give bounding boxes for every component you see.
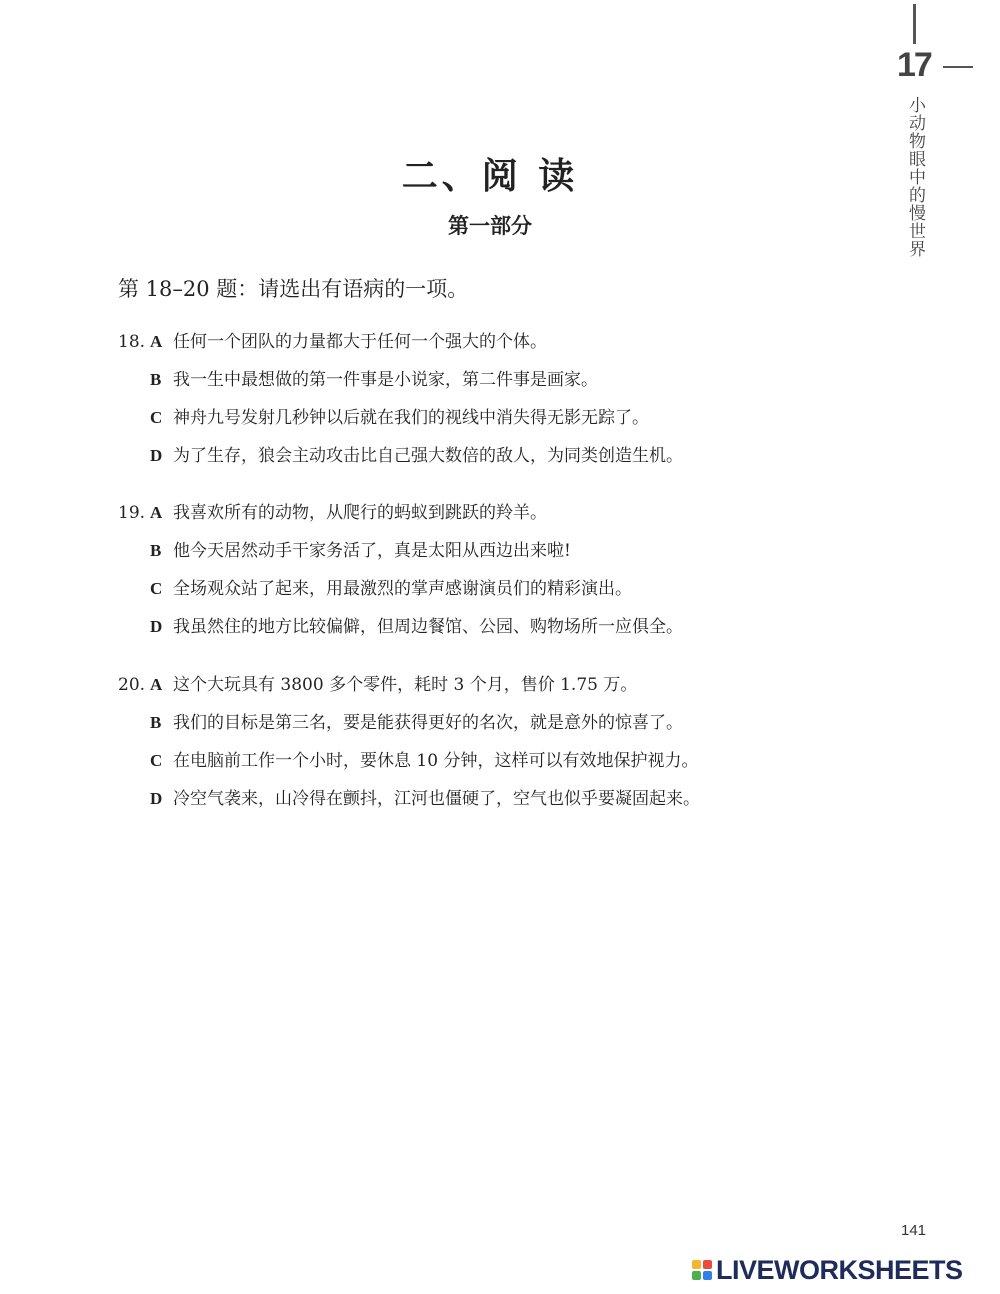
logo-tile (703, 1260, 712, 1269)
option-text: 任何一个团队的力量都大于任何一个强大的个体。 (173, 332, 547, 352)
option-text: 全场观众站了起来，用最激烈的掌声感谢演员们的精彩演出。 (173, 579, 632, 599)
instructions: 第 18–20 题：请选出有语病的一项。 (118, 277, 469, 301)
option-letter: C (150, 579, 163, 598)
option-text: 我们的目标是第三名，要是能获得更好的名次，就是意外的惊喜了。 (173, 713, 683, 733)
option-letter: C (150, 408, 163, 427)
option-letter: D (150, 617, 163, 636)
section-title: 二、阅 读 (401, 155, 579, 197)
question-number: 18. (118, 332, 146, 352)
question-number: 19. (118, 503, 146, 523)
option-letter: C (150, 751, 163, 770)
chapter-divider-line (913, 4, 916, 44)
chapter-number: 17 (897, 46, 931, 84)
option-text: 他今天居然动手干家务活了，真是太阳从西边出来啦! (173, 541, 571, 561)
option-letter: A (150, 503, 163, 522)
chapter-tab (895, 0, 985, 290)
chapter-title: 小动物眼中的慢世界 (905, 96, 925, 258)
option-text: 神舟九号发射几秒钟以后就在我们的视线中消失得无影无踪了。 (173, 408, 649, 428)
liveworksheets-brand[interactable] (692, 1255, 963, 1285)
option-text: 为了生存，狼会主动攻击比自己强大数倍的敌人，为同类创造生机。 (173, 446, 683, 466)
brand-name: LIVEWORKSHEETS (716, 1254, 963, 1285)
option-text: 我喜欢所有的动物，从爬行的蚂蚁到跳跃的羚羊。 (173, 503, 547, 523)
logo-tile (692, 1271, 701, 1280)
page-number: 141 (901, 1222, 927, 1239)
option-letter: B (150, 541, 162, 560)
option-letter: B (150, 370, 162, 389)
part-title: 第一部分 (448, 213, 532, 238)
option-letter: A (150, 675, 163, 694)
logo-tile (703, 1271, 712, 1280)
option-text: 我虽然住的地方比较偏僻，但周边餐馆、公园、购物场所一应俱全。 (173, 617, 683, 637)
option-text: 这个大玩具有 3800 多个零件，耗时 3 个月，售价 1.75 万。 (173, 675, 638, 695)
option-text: 冷空气袭来，山冷得在颤抖，江河也僵硬了，空气也似乎要凝固起来。 (173, 789, 700, 809)
option-letter: A (150, 332, 163, 351)
logo-tile (692, 1260, 701, 1269)
option-text: 我一生中最想做的第一件事是小说家，第二件事是画家。 (173, 370, 598, 390)
option-text: 在电脑前工作一个小时，要休息 10 分钟，这样可以有效地保护视力。 (173, 751, 699, 771)
option-letter: B (150, 713, 162, 732)
question-number: 20. (118, 675, 146, 695)
liveworksheets-logo-icon (692, 1260, 712, 1280)
option-letter: D (150, 789, 163, 808)
chapter-divider-line (943, 66, 973, 68)
option-letter: D (150, 446, 163, 465)
